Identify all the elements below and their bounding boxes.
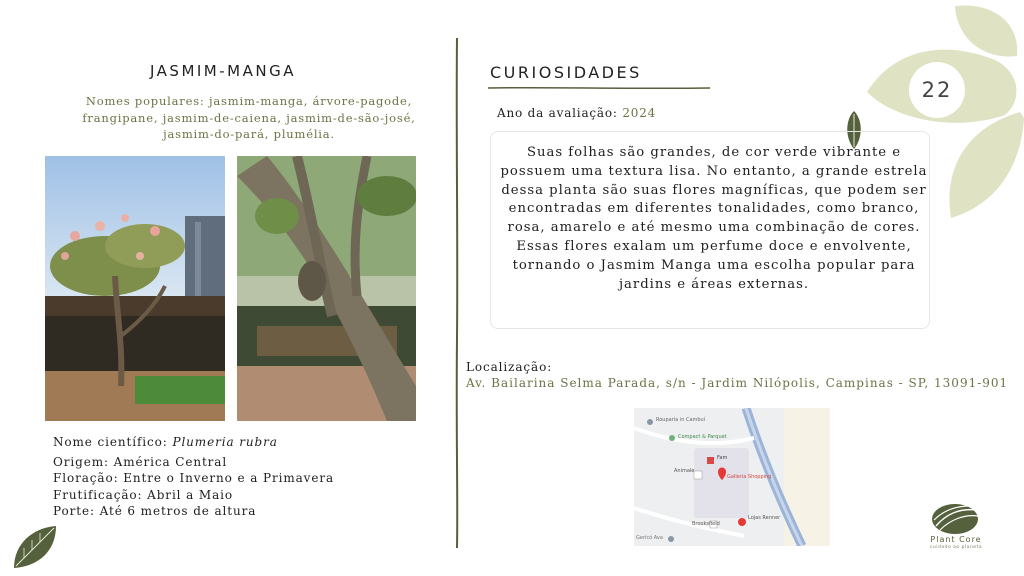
flowering-line: Floração: Entre o Inverno e a Primavera	[53, 471, 335, 485]
scientific-label: Nome científico:	[53, 435, 168, 449]
popular-names: Nomes populares: jasmim-manga, árvore-pagode, frangipane, jasmim-de-caiena, jasmim-de-são-josé, jasmim-do-pará, plumélia.	[82, 94, 416, 141]
map-label-renner: Lojas Renner	[748, 515, 781, 521]
plant-photo-2	[237, 156, 416, 421]
evaluation-year	[497, 106, 656, 120]
map-label-gerico: Gericó Ava	[636, 535, 663, 541]
page-number: 22	[921, 78, 953, 102]
year-value: 2024	[622, 106, 657, 120]
leaf-top-shape	[955, 5, 1017, 56]
fruiting-line: Frutificação: Abril a Maio	[53, 488, 234, 502]
map-label-animale: Animale	[674, 468, 695, 474]
size-line: Porte: Até 6 metros de altura	[53, 504, 257, 518]
description-text: Suas folhas são grandes, de cor verde vibrante e possuem uma textura lisa. No entanto, a grande estrela dessa planta são suas flores magníficas, que podem ser encontradas em diferentes tonalidades, como branco, rosa, amarelo e até mesmo uma combinação de cores. Essas flores exalam um perfume doce e envolvente, tornando o Jasmim Manga uma escolha popular para jardins e áreas externas.	[500, 145, 928, 292]
brand-tagline: cuidado ao planeta	[929, 545, 983, 550]
location-map[interactable]	[634, 408, 830, 546]
location-address: Av. Bailarina Selma Parada, s/n - Jardim Nilópolis, Campinas - SP, 13091-901	[466, 376, 1009, 390]
vertical-divider	[452, 38, 462, 548]
map-label-rouparia: Rouparia in Cambuí	[656, 417, 706, 423]
location-label: Localização:	[466, 360, 553, 374]
brand-name: Plant Core	[930, 535, 982, 544]
scientific-name-line	[53, 434, 278, 451]
plant-core-logo-icon	[930, 502, 980, 536]
map-label-compact: Compact & Parquet	[678, 434, 727, 440]
plant-photo-1	[45, 156, 225, 421]
plant-title: JASMIM-MANGA	[150, 62, 296, 80]
map-label-fam: Fam	[717, 455, 728, 461]
leaf-lower-shape	[949, 112, 1024, 218]
decorative-leaf-bottom-left	[10, 522, 60, 572]
scientific-name: Plumeria rubra	[172, 435, 278, 449]
map-label-brooksfield: Brooksfield	[692, 521, 720, 527]
curiosities-title: CURIOSIDADES	[490, 63, 642, 82]
year-label: Ano da avaliação:	[497, 106, 618, 120]
map-label-galleria: Galleria Shopping	[727, 474, 772, 480]
origin-line: Origem: América Central	[53, 455, 228, 469]
title-underline	[488, 85, 710, 91]
